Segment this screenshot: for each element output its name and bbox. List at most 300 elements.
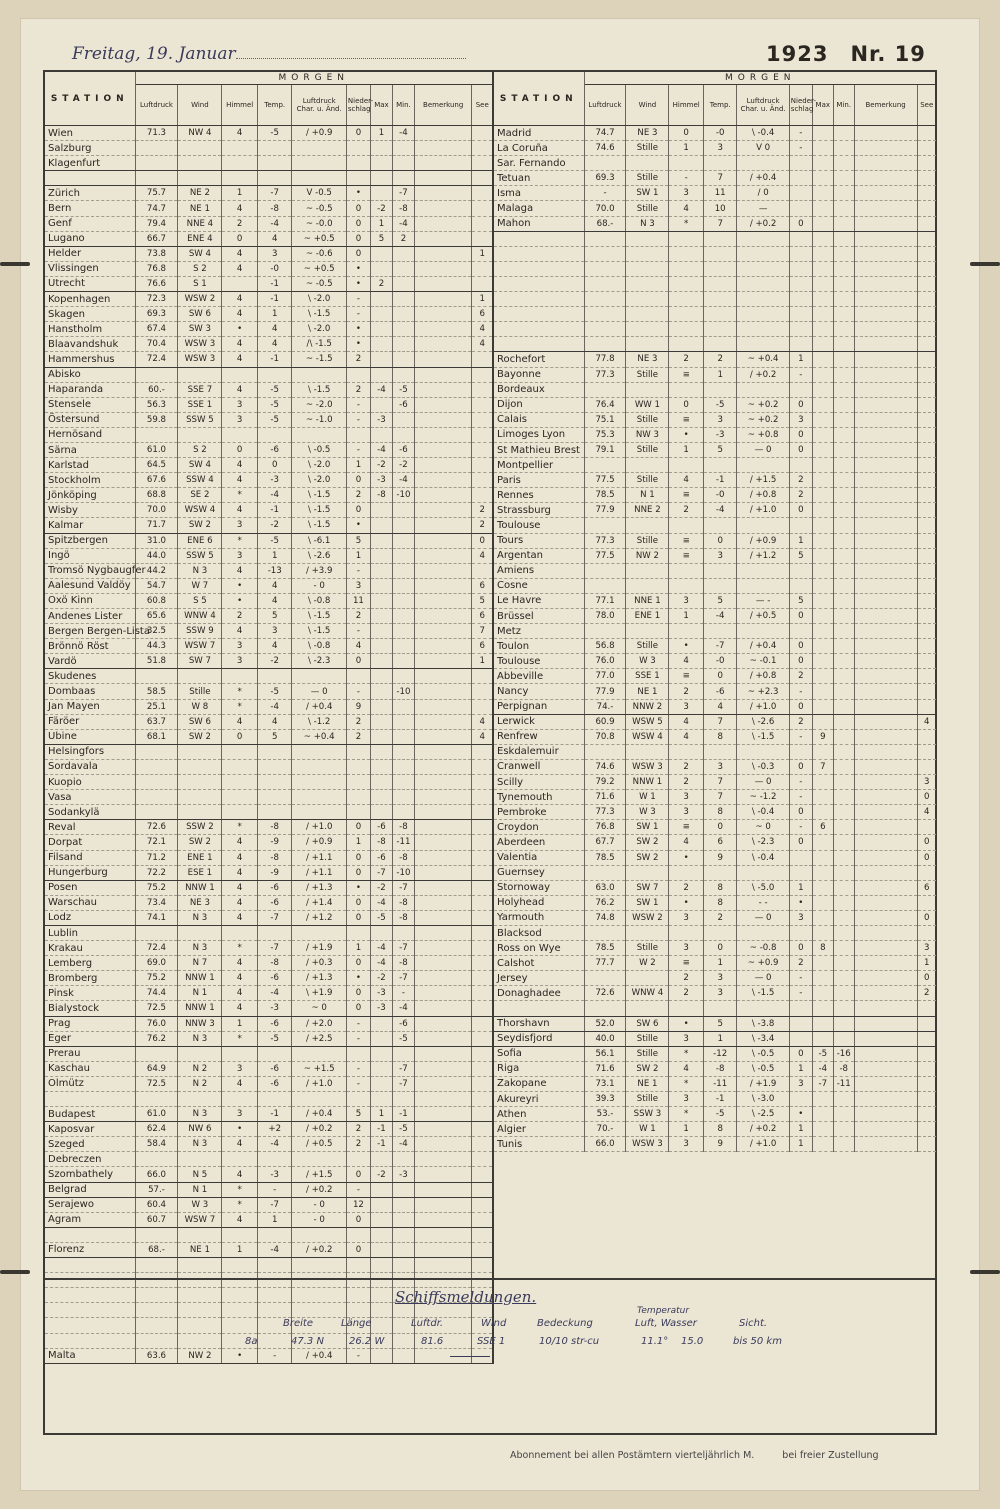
station-name (494, 231, 584, 246)
bemerkung-cell (414, 518, 472, 533)
max-cell (370, 518, 392, 533)
luftdruck-change-cell: / +0.4 (737, 639, 789, 654)
max-cell (370, 292, 392, 307)
luftdruck-change-cell: / +0.4 (292, 1107, 346, 1122)
luftdruck-change-cell: \ -0.3 (737, 759, 789, 774)
niederschlag-cell: - (789, 126, 812, 141)
bemerkung-cell (414, 488, 472, 503)
see-cell (472, 775, 492, 790)
himmel-cell: 4 (669, 729, 704, 744)
himmel-cell (222, 1046, 258, 1061)
luftdruck-cell: 60.7 (135, 1212, 178, 1227)
see-cell (917, 744, 936, 759)
niederschlag-cell: 2 (789, 669, 812, 684)
bemerkung-cell (414, 1031, 472, 1046)
max-cell (812, 458, 833, 473)
niederschlag-cell (346, 1227, 370, 1242)
column-header: Luftdruck Char. u. Änd. (292, 85, 346, 126)
himmel-cell: * (222, 1031, 258, 1046)
niederschlag-cell: • (346, 337, 370, 352)
wind-cell: N 5 (178, 1167, 222, 1182)
min-cell: -8 (392, 201, 414, 216)
min-cell: -7 (392, 186, 414, 201)
wind-cell: Stille (626, 171, 669, 186)
wind-cell (626, 624, 669, 639)
luftdruck-cell: 25.1 (135, 699, 178, 714)
bemerkung-cell (854, 503, 917, 518)
bemerkung-cell (414, 910, 472, 925)
table-row (45, 941, 492, 956)
luftdruck-cell: 64.9 (135, 1061, 178, 1076)
wind-cell (626, 307, 669, 322)
min-cell (833, 835, 854, 850)
luftdruck-change-cell: \ -1.5 (292, 503, 346, 518)
max-cell (370, 1197, 392, 1212)
wind-cell: N 3 (626, 216, 669, 231)
max-cell (812, 971, 833, 986)
ship-val-id: 8a (245, 1336, 258, 1347)
himmel-cell: 4 (222, 126, 258, 141)
luftdruck-cell (584, 458, 626, 473)
niederschlag-cell (346, 744, 370, 759)
station-name: Andenes Lister (45, 609, 135, 624)
niederschlag-cell: 1 (789, 1122, 812, 1137)
luftdruck-change-cell: \ -2.5 (737, 1107, 789, 1122)
table-row (45, 835, 492, 850)
footer-note (510, 1450, 879, 1461)
luftdruck-change-cell: / +0.2 (292, 1182, 346, 1197)
min-cell (833, 397, 854, 412)
see-cell (472, 442, 492, 457)
niederschlag-cell: 0 (789, 699, 812, 714)
temp-cell (703, 563, 737, 578)
niederschlag-cell: - (346, 684, 370, 699)
min-cell: - (392, 986, 414, 1001)
max-cell (812, 246, 833, 261)
see-cell: 0 (917, 971, 936, 986)
luftdruck-cell: 67.4 (135, 322, 178, 337)
niederschlag-cell: - (789, 775, 812, 790)
luftdruck-change-cell (737, 276, 789, 291)
table-row (45, 684, 492, 699)
luftdruck-change-cell (292, 744, 346, 759)
min-cell (833, 1031, 854, 1046)
see-cell: 3 (917, 941, 936, 956)
temp-cell: -6 (257, 880, 292, 895)
table-row (45, 1107, 492, 1122)
luftdruck-change-cell: / +1.0 (292, 820, 346, 835)
ship-reports (45, 1278, 935, 1435)
temp-cell: 5 (257, 609, 292, 624)
temp-cell: 1 (257, 307, 292, 322)
wind-cell: SW 6 (178, 714, 222, 729)
luftdruck-cell: 72.3 (135, 292, 178, 307)
temp-cell: -5 (257, 126, 292, 141)
temp-cell: -5 (703, 1107, 737, 1122)
temp-cell: -6 (257, 1061, 292, 1076)
min-cell (833, 639, 854, 654)
station-name: Agram (45, 1212, 135, 1227)
wind-cell: WNW 4 (178, 609, 222, 624)
himmel-cell: 4 (222, 624, 258, 639)
column-header: Wind (626, 85, 669, 126)
see-cell (917, 699, 936, 714)
luftdruck-cell (584, 624, 626, 639)
wind-cell: NE 3 (626, 352, 669, 367)
see-cell (917, 1122, 936, 1137)
ship-head-luftdruck: Luftdr. (411, 1318, 444, 1329)
luftdruck-change-cell (737, 292, 789, 307)
max-cell: -2 (370, 201, 392, 216)
niederschlag-cell: 0 (346, 956, 370, 971)
see-cell: 4 (472, 322, 492, 337)
table-row (45, 790, 492, 805)
wind-cell: SW 7 (178, 654, 222, 669)
bemerkung-cell (414, 1076, 472, 1091)
luftdruck-cell: 59.8 (135, 412, 178, 427)
station-name: Brüssel (494, 609, 584, 624)
wind-cell: WSW 7 (178, 1212, 222, 1227)
niederschlag-cell: - (346, 307, 370, 322)
min-cell (392, 337, 414, 352)
temp-cell: 3 (257, 246, 292, 261)
luftdruck-change-cell: / +1.1 (292, 865, 346, 880)
temp-cell: 8 (703, 805, 737, 820)
niederschlag-cell: 2 (346, 609, 370, 624)
temp-cell (257, 1046, 292, 1061)
niederschlag-cell: 1 (346, 941, 370, 956)
niederschlag-cell: 1 (789, 880, 812, 895)
temp-cell (257, 1258, 292, 1273)
himmel-cell (669, 292, 704, 307)
left-table (45, 72, 494, 1364)
table-row (494, 971, 936, 986)
see-cell (472, 759, 492, 774)
station-name: Blacksod (494, 925, 584, 940)
himmel-cell: 3 (222, 639, 258, 654)
wind-cell: NNW 1 (178, 880, 222, 895)
himmel-cell: • (222, 1348, 258, 1363)
max-cell (812, 744, 833, 759)
bemerkung-cell (414, 654, 472, 669)
wind-cell: WW 1 (626, 397, 669, 412)
niederschlag-cell: 0 (789, 759, 812, 774)
luftdruck-cell: 79.4 (135, 216, 178, 231)
see-cell (917, 669, 936, 684)
wind-cell: ESE 1 (178, 865, 222, 880)
see-cell (472, 865, 492, 880)
see-cell (472, 1167, 492, 1182)
luftdruck-change-cell: ~ +0.4 (737, 352, 789, 367)
luftdruck-change-cell: / +0.9 (737, 533, 789, 548)
himmel-cell: • (669, 895, 704, 910)
max-cell (370, 684, 392, 699)
table-row (494, 654, 936, 669)
luftdruck-change-cell: / +0.2 (737, 367, 789, 382)
luftdruck-change-cell: \ -2.6 (292, 548, 346, 563)
luftdruck-change-cell: \ -1.5 (292, 307, 346, 322)
see-cell: 4 (917, 805, 936, 820)
see-cell (917, 729, 936, 744)
bemerkung-cell (854, 231, 917, 246)
luftdruck-change-cell: / +0.2 (737, 216, 789, 231)
luftdruck-cell: 77.7 (584, 956, 626, 971)
bemerkung-cell (414, 246, 472, 261)
luftdruck-change-cell (737, 578, 789, 593)
see-cell (917, 1061, 936, 1076)
himmel-cell: 2 (669, 503, 704, 518)
min-cell (392, 412, 414, 427)
himmel-cell: - (669, 171, 704, 186)
niederschlag-cell (789, 518, 812, 533)
niederschlag-cell: 0 (346, 654, 370, 669)
see-cell: 4 (472, 337, 492, 352)
table-row (494, 835, 936, 850)
bemerkung-cell (414, 1242, 472, 1257)
max-cell: -2 (370, 458, 392, 473)
temp-cell: 6 (703, 835, 737, 850)
min-cell: -8 (392, 956, 414, 971)
luftdruck-cell: 72.1 (135, 835, 178, 850)
see-cell: 1 (472, 246, 492, 261)
table-row (45, 880, 492, 895)
max-cell (812, 1122, 833, 1137)
luftdruck-change-cell: - - (737, 895, 789, 910)
luftdruck-cell: 61.0 (135, 442, 178, 457)
station-name: Cosne (494, 578, 584, 593)
niederschlag-cell (789, 337, 812, 352)
table-row (45, 910, 492, 925)
table-row (45, 216, 492, 231)
table-row (45, 246, 492, 261)
binder-hole (970, 1270, 1000, 1274)
luftdruck-cell: 75.3 (584, 427, 626, 442)
luftdruck-cell: 52.0 (584, 1016, 626, 1031)
see-cell (917, 367, 936, 382)
station-name: Tetuan (494, 171, 584, 186)
bemerkung-cell (854, 1046, 917, 1061)
temp-cell (257, 1152, 292, 1167)
niederschlag-cell: 2 (346, 488, 370, 503)
station-name: Calais (494, 412, 584, 427)
wind-cell (178, 1227, 222, 1242)
wind-cell: ENE 1 (178, 850, 222, 865)
bemerkung-cell (854, 276, 917, 291)
niederschlag-cell: 3 (346, 578, 370, 593)
table-row (494, 201, 936, 216)
luftdruck-change-cell: \ -1.5 (292, 609, 346, 624)
min-cell (833, 307, 854, 322)
luftdruck-change-cell: ~ -1.0 (292, 412, 346, 427)
table-row (494, 1001, 936, 1016)
station-name: Pembroke (494, 805, 584, 820)
station-name: Nancy (494, 684, 584, 699)
table-row (494, 684, 936, 699)
station-name: Toulouse (494, 518, 584, 533)
max-cell (370, 775, 392, 790)
min-cell (392, 609, 414, 624)
temp-cell: -4 (257, 488, 292, 503)
table-row (45, 367, 492, 382)
himmel-cell: 3 (222, 397, 258, 412)
himmel-cell: 4 (222, 865, 258, 880)
column-header: See (472, 85, 492, 126)
temp-cell: -2 (257, 654, 292, 669)
table-row (45, 820, 492, 835)
min-cell (392, 1152, 414, 1167)
see-cell (472, 1242, 492, 1257)
niederschlag-cell: - (346, 624, 370, 639)
bemerkung-cell (854, 1107, 917, 1122)
bemerkung-cell (854, 533, 917, 548)
luftdruck-change-cell: / +1.4 (292, 895, 346, 910)
table-row (45, 699, 492, 714)
see-cell (917, 609, 936, 624)
himmel-cell (669, 744, 704, 759)
table-row (494, 895, 936, 910)
station-name: Sar. Fernando (494, 156, 584, 171)
max-cell (812, 578, 833, 593)
table-row (494, 1122, 936, 1137)
see-cell (472, 352, 492, 367)
himmel-cell: • (222, 1122, 258, 1137)
see-cell (472, 171, 492, 186)
luftdruck-change-cell: — (737, 201, 789, 216)
himmel-cell (669, 563, 704, 578)
bemerkung-cell (854, 805, 917, 820)
see-cell (472, 925, 492, 940)
min-cell (833, 126, 854, 141)
himmel-cell: 4 (222, 910, 258, 925)
niederschlag-cell: • (346, 276, 370, 291)
wind-cell: SSE 1 (626, 669, 669, 684)
himmel-cell: 4 (222, 458, 258, 473)
min-cell: -7 (392, 1061, 414, 1076)
luftdruck-cell: 61.0 (135, 1107, 178, 1122)
luftdruck-change-cell: — 0 (737, 971, 789, 986)
wind-cell: NNW 2 (626, 699, 669, 714)
wind-cell: SSE 1 (178, 397, 222, 412)
min-cell (833, 246, 854, 261)
max-cell (812, 1092, 833, 1107)
himmel-cell: 2 (669, 759, 704, 774)
station-name: Jersey (494, 971, 584, 986)
min-cell (392, 171, 414, 186)
himmel-cell: ≡ (669, 956, 704, 971)
max-cell (370, 1258, 392, 1273)
see-cell (917, 925, 936, 940)
bemerkung-cell (414, 699, 472, 714)
luftdruck-change-cell: \ -6.1 (292, 533, 346, 548)
himmel-cell: 4 (222, 292, 258, 307)
table-row (494, 171, 936, 186)
himmel-cell: * (669, 1076, 704, 1091)
himmel-cell: 3 (669, 1092, 704, 1107)
luftdruck-cell: 74.7 (135, 201, 178, 216)
see-cell (917, 126, 936, 141)
temp-cell: 4 (257, 593, 292, 608)
station-name: Ingö (45, 548, 135, 563)
himmel-cell (669, 1001, 704, 1016)
max-cell: -8 (370, 488, 392, 503)
niederschlag-cell: 2 (346, 352, 370, 367)
himmel-cell: 1 (222, 186, 258, 201)
niederschlag-cell (789, 171, 812, 186)
table-row (494, 216, 936, 231)
bemerkung-cell (414, 880, 472, 895)
table-row (45, 231, 492, 246)
min-cell (392, 593, 414, 608)
niederschlag-cell: 2 (346, 1137, 370, 1152)
luftdruck-cell: 72.4 (135, 352, 178, 367)
max-cell (370, 533, 392, 548)
bemerkung-cell (854, 473, 917, 488)
ship-val-breite: 47.3 N (291, 1336, 324, 1347)
station-name: Renfrew (494, 729, 584, 744)
luftdruck-cell (584, 276, 626, 291)
luftdruck-change-cell: \ -1.5 (292, 488, 346, 503)
temp-cell: -0 (703, 488, 737, 503)
min-cell (833, 805, 854, 820)
niederschlag-cell (789, 1092, 812, 1107)
see-cell (917, 1031, 936, 1046)
station-name (45, 1092, 135, 1107)
table-row (45, 1046, 492, 1061)
temp-cell: 3 (703, 548, 737, 563)
min-cell: -4 (392, 126, 414, 141)
max-cell (812, 533, 833, 548)
wind-cell (178, 1258, 222, 1273)
bemerkung-cell (414, 1001, 472, 1016)
table-row (45, 322, 492, 337)
max-cell (812, 790, 833, 805)
himmel-cell: 4 (222, 503, 258, 518)
max-cell (812, 276, 833, 291)
temp-cell: 2 (703, 352, 737, 367)
himmel-cell: 4 (222, 1137, 258, 1152)
temp-cell (257, 669, 292, 684)
bemerkung-cell (414, 548, 472, 563)
niederschlag-cell: - (346, 1076, 370, 1091)
luftdruck-cell (584, 1001, 626, 1016)
station-name: Metz (494, 624, 584, 639)
see-cell (472, 201, 492, 216)
himmel-cell: 2 (669, 971, 704, 986)
temp-cell: -5 (257, 1031, 292, 1046)
max-cell (370, 1182, 392, 1197)
max-cell (370, 1031, 392, 1046)
niederschlag-cell: 2 (789, 473, 812, 488)
himmel-cell: 2 (669, 986, 704, 1001)
niederschlag-cell: 1 (346, 835, 370, 850)
table-row (45, 503, 492, 518)
see-cell: 4 (472, 714, 492, 729)
luftdruck-change-cell: ~ -2.0 (292, 397, 346, 412)
wind-cell (178, 1092, 222, 1107)
wind-cell (626, 563, 669, 578)
luftdruck-cell: 51.8 (135, 654, 178, 669)
luftdruck-cell (584, 971, 626, 986)
see-cell (472, 1016, 492, 1031)
see-cell: 0 (917, 790, 936, 805)
min-cell (833, 412, 854, 427)
temp-cell: -11 (703, 1076, 737, 1091)
luftdruck-cell: 57.- (135, 1182, 178, 1197)
wind-cell: N 2 (178, 1076, 222, 1091)
niederschlag-cell (789, 322, 812, 337)
bemerkung-cell (854, 563, 917, 578)
wind-cell (178, 775, 222, 790)
